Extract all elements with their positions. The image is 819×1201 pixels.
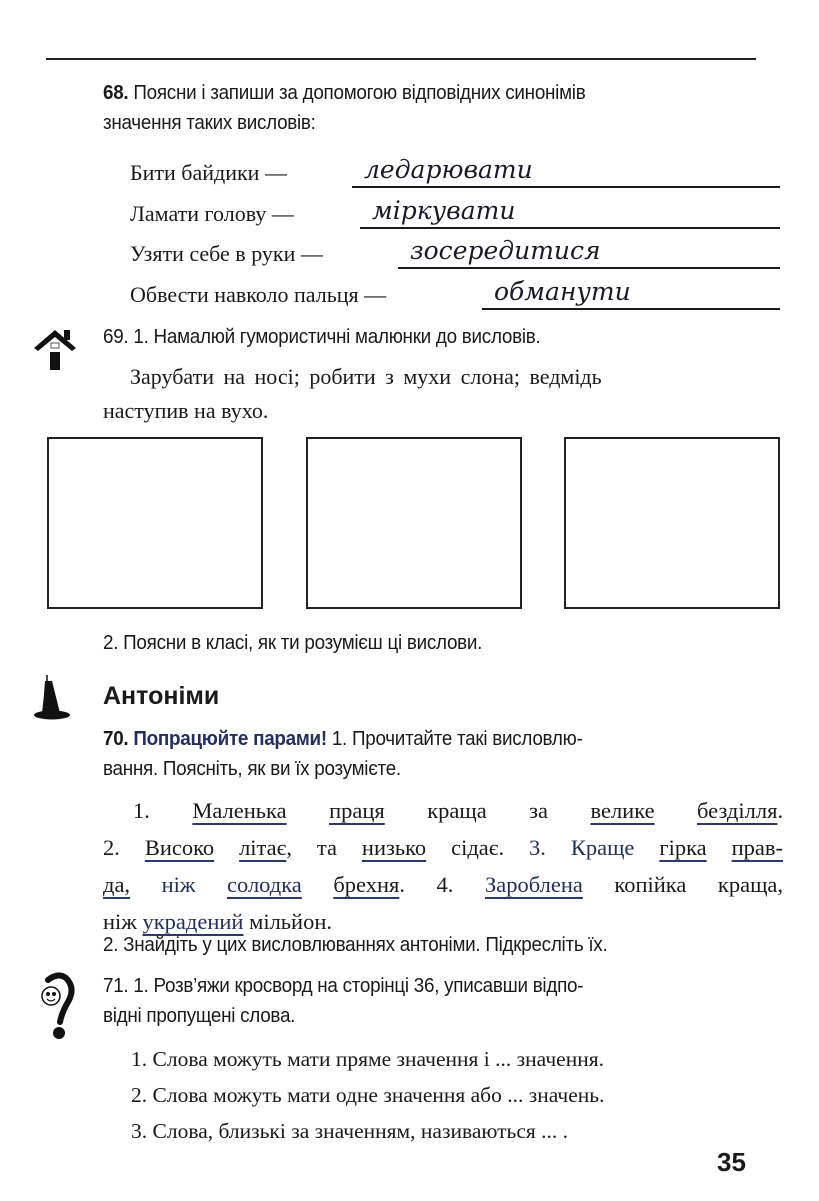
ex70-number: 70. — [103, 727, 129, 750]
phrase-label: Ламати голову — — [130, 201, 294, 226]
ex68-instruction-text: Поясни і запиши за допомогою відповідних синонімів — [133, 81, 586, 104]
drawing-box-2[interactable] — [306, 437, 522, 609]
underlined-word: велике — [590, 798, 655, 823]
underlined-word: украдений — [142, 909, 244, 934]
ex71-task-line2: відні пропущені слова. — [103, 1004, 296, 1027]
ex71-task-text: 1. Розв’яжи кросворд на сторінці 36, уписавши відпо- — [133, 974, 584, 997]
ex69-task2: 2. Поясни в класі, як ти розумієш ці вислови. — [103, 631, 483, 654]
ex69-task1-text: 1. Намалюй гумористичні малюнки до висловів. — [133, 325, 541, 348]
underlined-word: гірка — [659, 835, 707, 860]
underlined-word: брехня — [333, 872, 400, 897]
proverb-text: копійка краща, — [614, 872, 784, 897]
ex70-bold-intro: Попрацюйте парами! — [133, 727, 327, 750]
underlined-word: праця — [329, 798, 385, 823]
proverb-number: 3. — [529, 835, 546, 860]
section-title: Антоніми — [103, 682, 220, 710]
answer-field[interactable] — [352, 152, 780, 188]
ex69-number: 69. — [103, 325, 129, 348]
house-icon — [30, 326, 80, 372]
ex70-proverbs — [103, 792, 783, 940]
proverb-text: сідає — [451, 835, 499, 860]
top-rule — [46, 58, 756, 60]
answer-field[interactable] — [398, 233, 780, 269]
ex68-number: 68. — [103, 81, 129, 104]
phrase-label: Обвести навколо пальця — — [130, 282, 387, 307]
ex70-task2: 2. Знайдіть у цих висловлюваннях антоніми. Підкресліть їх. — [103, 933, 608, 956]
crossword-clue: 3. Слова, близькі за значенням, називаються ... . — [131, 1119, 569, 1143]
ex68-instruction-line1 — [103, 78, 585, 108]
ex70-task1-line2: вання. Поясніть, як ви їх розумієте. — [103, 757, 401, 780]
ex69-phrases-line1: Зарубати на носі; робити з мухи слона; ведмідь — [130, 364, 602, 389]
crossword-clue: 1. Слова можуть мати пряме значення і ... значення. — [131, 1047, 604, 1071]
proverb-line: 2. Високо літає, та низько сідає. 3. Краще гірка прав- — [103, 835, 783, 860]
underlined-word: низько — [361, 835, 427, 860]
proverb-text: краща за — [427, 798, 549, 823]
ex68-item — [130, 152, 287, 190]
ex71-task-line1 — [103, 971, 583, 1001]
underlined-word: Маленька — [192, 798, 287, 823]
handwritten-answer: зосередитися — [410, 236, 601, 265]
proverb-text: , та — [286, 835, 337, 860]
proverb-line: да, ніж солодка брехня. 4. Заробленa копійка краща, — [103, 872, 784, 897]
phrase-label: Бити байдики — — [130, 160, 287, 185]
proverb-text: ніж — [103, 909, 137, 934]
ex70-intro-line1 — [103, 724, 582, 754]
underlined-word: безділля — [697, 798, 778, 823]
ex68-item — [130, 274, 386, 312]
phrase-label: Узяти себе в руки — — [130, 241, 323, 266]
proverb-number: 2. — [103, 835, 120, 860]
ex68-instruction-line2: значення таких висловів: — [103, 111, 316, 134]
proverb-text: Краще — [570, 835, 635, 860]
handwritten-answer: ледарювати — [364, 155, 533, 184]
ex69-task1 — [103, 322, 540, 352]
ex68-item — [130, 233, 323, 271]
ex68-item — [130, 193, 294, 231]
underlined-word: да, — [103, 872, 131, 897]
drawing-box-1[interactable] — [47, 437, 263, 609]
proverb-number: 1. — [133, 798, 150, 823]
ex71-number: 71. — [103, 974, 129, 997]
handwritten-answer: міркувати — [372, 196, 516, 225]
underlined-word: прав- — [731, 835, 783, 860]
question-mark-icon — [38, 972, 78, 1042]
proverb-text: ніж — [161, 872, 196, 897]
handwritten-answer: обманути — [494, 277, 631, 306]
underlined-word: Високо — [144, 835, 215, 860]
answer-field[interactable] — [360, 193, 780, 229]
underlined-word: солодка — [227, 872, 302, 897]
bell-icon — [32, 673, 76, 723]
page-number: 35 — [717, 1147, 746, 1177]
ex70-task1-line1: 1. Прочитайте такі висловлю- — [326, 727, 583, 750]
underlined-word: Заробленa — [484, 872, 583, 897]
drawing-box-3[interactable] — [564, 437, 780, 609]
underlined-word: літає — [239, 835, 287, 860]
proverb-text: мільйон. — [249, 909, 333, 934]
proverb-number: 4. — [436, 872, 454, 897]
crossword-clue: 2. Слова можуть мати одне значення або ... значень. — [131, 1083, 605, 1107]
ex69-phrases-line2: наступив на вухо. — [103, 398, 269, 423]
answer-field[interactable] — [482, 274, 780, 310]
proverb-line: 1. Маленька праця краща за велике безділля. — [133, 798, 784, 823]
